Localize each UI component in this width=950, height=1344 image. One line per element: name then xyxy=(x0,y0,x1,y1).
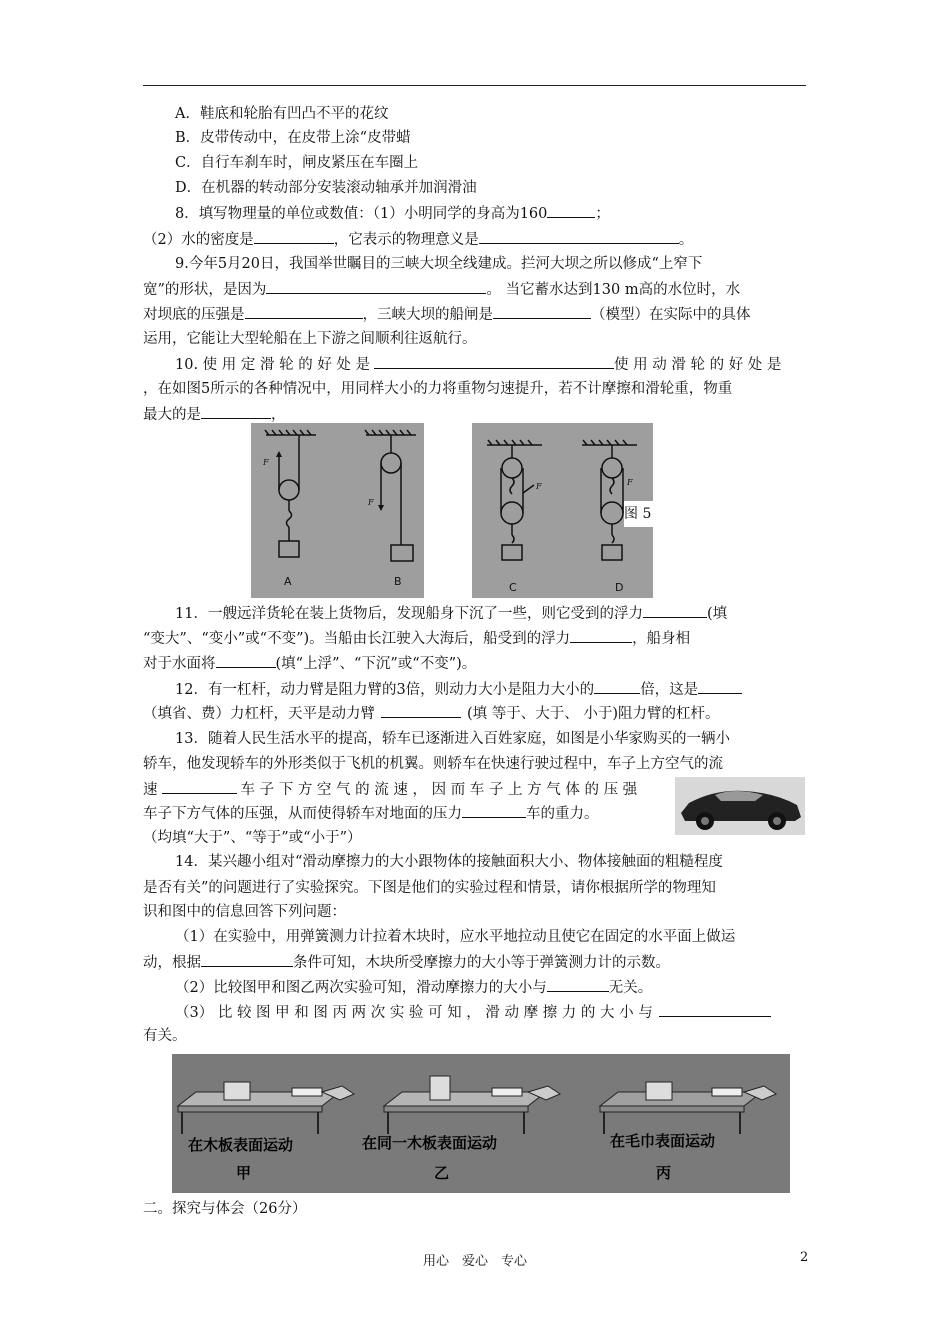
q14-part2: （2）比较图甲和图乙两次实验可知，滑动摩擦力的大小与 无关。 xyxy=(175,977,815,998)
q13-line5: （均填“大于”、“等于”或“小于”） xyxy=(143,830,362,846)
figure-label-d: D xyxy=(615,581,624,594)
q12-line1: 12．有一杠杆，动力臂是阻力臂的3倍，则动力大小是阻力大小的 倍，这是 xyxy=(175,679,815,700)
q13-line2: 轿车，他发现轿车的外形类似于飞机的机翼。则轿车在快速行驶过程中，车子上方空气的流 xyxy=(143,756,723,772)
page-number: 2 xyxy=(800,1250,809,1265)
q8-line2: （2）水的密度是 ，它表示的物理意义是 。 xyxy=(143,229,813,250)
q9-line1: 9.今年5月20日，我国举世瞩目的三峡大坝全线建成。拦河大坝之所以修成“上窄下 xyxy=(175,256,703,272)
q9-line4: 运用，它能让大型轮船在上下游之间顺利往返航行。 xyxy=(143,331,477,347)
q14-line3: 识和图中的信息回答下列问题： xyxy=(143,904,346,920)
q11-line2: “变大”、“变小”或“不变”)。当船由长江驶入大海后，船受到的浮力 ，船身相 xyxy=(143,628,813,649)
q14-line2: 是否有关”的问题进行了实验探究。下图是他们的实验过程和情景，请你根据所学的物理知 xyxy=(143,880,716,896)
option-d: D．在机器的转动部分安装滚动轴承并加润滑油 xyxy=(175,180,477,196)
q13-line4: 车子下方气体的压强，从而使得轿车对地面的压力 车的重力。 xyxy=(143,803,813,824)
label-bing: 丙 xyxy=(656,1164,672,1182)
car-image xyxy=(675,777,805,835)
option-a: A．鞋底和轮胎有凹凸不平的花纹 xyxy=(175,106,389,122)
answer-blank[interactable] xyxy=(698,679,742,694)
force-label: F xyxy=(368,498,374,507)
q8-line1: 8．填写物理量的单位或数值：（1）小明同学的身高为160 ； xyxy=(175,203,815,224)
label-yi: 乙 xyxy=(434,1164,450,1182)
answer-blank[interactable] xyxy=(162,779,237,794)
q14-part1-line1: （1）在实验中，用弹簧测力计拉着木块时，应水平地拉动且使它在固定的水平面上做运 xyxy=(175,929,736,945)
answer-blank[interactable] xyxy=(374,354,614,369)
answer-blank[interactable] xyxy=(547,203,595,218)
q11-line1: 11．一艘远洋货轮在装上货物后，发现船身下沉了一些，则它受到的浮力 (填 xyxy=(175,603,815,624)
q10-line2: ，在如图5所示的各种情况中，用同样大小的力将重物匀速提升，若不计摩擦和滑轮重，物重 xyxy=(143,381,733,397)
q9-line3: 对坝底的压强是 ，三峡大坝的船闸是 （模型）在实际中的具体 xyxy=(143,304,813,325)
q11-line3: 对于水面将 (填“上浮”、“下沉”或“不变”)。 xyxy=(143,653,813,674)
answer-blank[interactable] xyxy=(216,653,276,668)
caption-bing: 在毛巾表面运动 xyxy=(610,1132,716,1150)
q10-line1: 10. 使 用 定 滑 轮 的 好 处 是 使 用 动 滑 轮 的 好 处 是 xyxy=(175,354,815,375)
caption-yi: 在同一木板表面运动 xyxy=(362,1134,498,1152)
force-label: F xyxy=(627,478,633,487)
figure5-panel-ab xyxy=(251,423,424,598)
footer-motto: 用心 爱心 专心 xyxy=(422,1254,527,1269)
answer-blank[interactable] xyxy=(594,679,640,694)
figure-label-a: A xyxy=(284,575,292,588)
force-label: F xyxy=(536,482,542,491)
q13-line1: 13．随着人民生活水平的提高，轿车已逐渐进入百姓家庭，如图是小华家购买的一辆小 xyxy=(175,731,730,747)
friction-experiment-figure xyxy=(172,1054,790,1193)
q14-part3-line1: （3） 比 较 图 甲 和 图 丙 两 次 实 验 可 知 ， 滑 动 摩 擦 力 的 大 小 与 xyxy=(175,1002,815,1023)
answer-blank[interactable] xyxy=(493,304,591,319)
label-jia: 甲 xyxy=(236,1164,252,1182)
answer-blank[interactable] xyxy=(201,952,293,967)
q9-line2: 宽”的形状，是因为 。 当它蓄水达到130 m高的水位时，水 xyxy=(143,279,813,300)
q13-line3: 速 车 子 下 方 空 气 的 流 速 ， 因 而 车 子 上 方 气 体 的 压 强 xyxy=(143,779,813,800)
answer-blank[interactable] xyxy=(479,229,679,244)
answer-blank[interactable] xyxy=(245,304,363,319)
answer-blank[interactable] xyxy=(462,803,526,818)
figure-caption: 图 5 xyxy=(624,501,653,527)
q10-line3: 最大的是 ， xyxy=(143,404,813,425)
answer-blank[interactable] xyxy=(381,703,461,718)
q14-part3-line2: 有关。 xyxy=(143,1028,187,1044)
option-c: C．自行车刹车时，闸皮紧压在车圈上 xyxy=(175,155,419,171)
q14-line1: 14．某兴趣小组对“滑动摩擦力的大小跟物体的接触面积大小、物体接触面的粗糙程度 xyxy=(175,854,723,870)
header-rule xyxy=(143,85,806,86)
option-b: B．皮带传动中，在皮带上涂“皮带蜡 xyxy=(175,130,411,146)
answer-blank[interactable] xyxy=(201,404,271,419)
answer-blank[interactable] xyxy=(570,628,632,643)
answer-blank[interactable] xyxy=(547,977,609,992)
section-heading: 二。探究与体会（26分） xyxy=(143,1201,307,1217)
q12-line2: （填省、费）力杠杆，天平是动力臂 (填 等于、大于、 小于)阻力臂的杠杆。 xyxy=(143,703,813,724)
force-label: F xyxy=(263,458,269,467)
caption-jia: 在木板表面运动 xyxy=(188,1136,294,1154)
answer-blank[interactable] xyxy=(266,279,486,294)
figure-label-c: C xyxy=(509,581,517,594)
answer-blank[interactable] xyxy=(254,229,334,244)
figure-label-b: B xyxy=(394,575,402,588)
answer-blank[interactable] xyxy=(659,1002,771,1017)
answer-blank[interactable] xyxy=(643,603,707,618)
figure5-panel-cd xyxy=(472,423,653,598)
q14-part1-line2: 动，根据 条件可知，木块所受摩擦力的大小等于弹簧测力计的示数。 xyxy=(143,952,813,973)
